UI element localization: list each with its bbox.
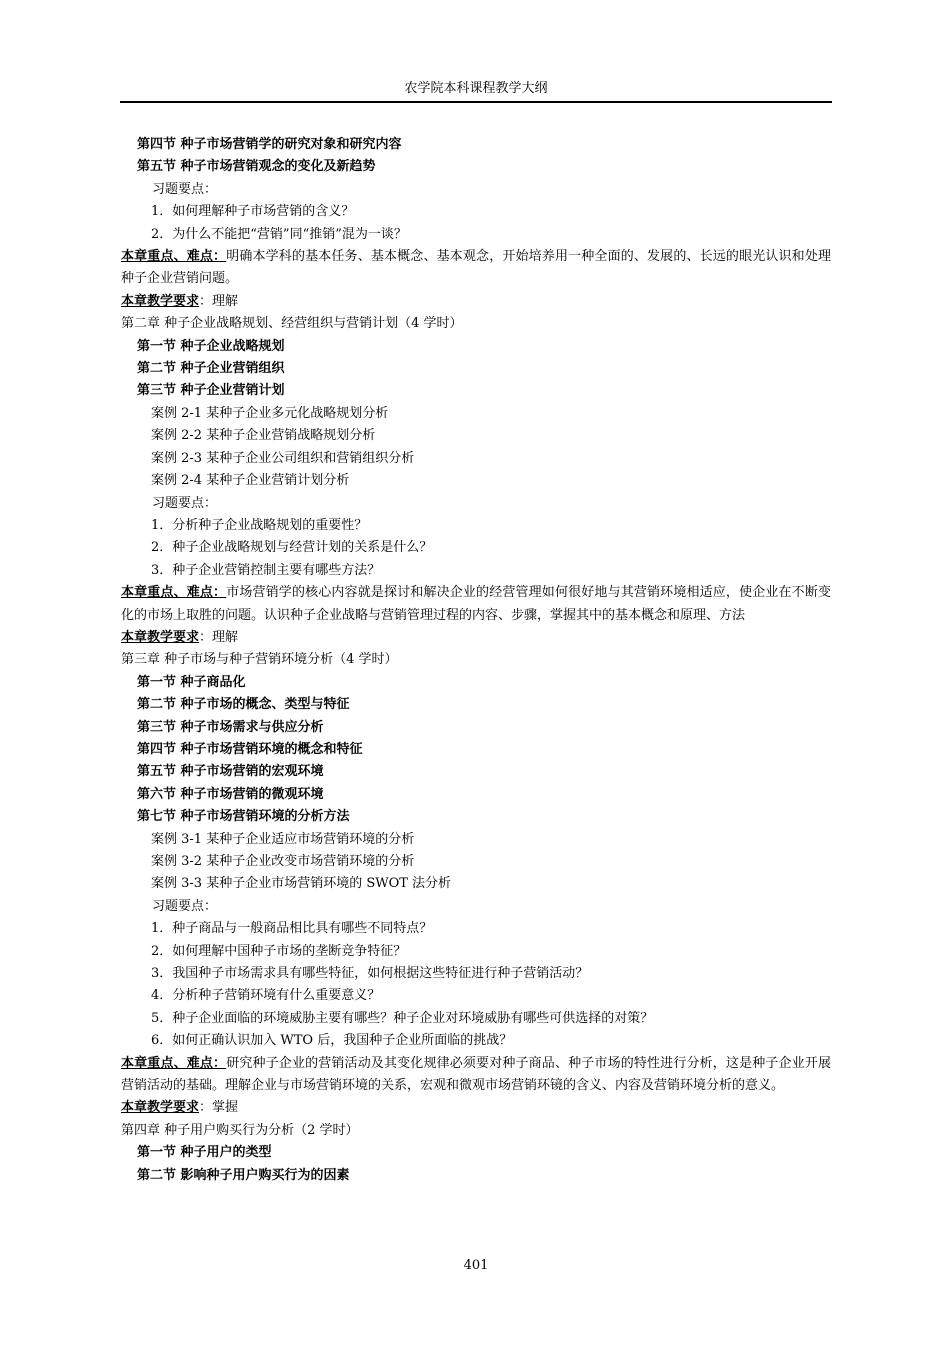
exercise-item: 5．种子企业面临的环境威胁主要有哪些？种子企业对环境威胁有哪些可供选择的对策？ bbox=[151, 1010, 654, 1026]
requirement-line bbox=[121, 1097, 831, 1119]
exercise-item: 3．我国种子市场需求具有哪些特征，如何根据这些特征进行种子营销活动？ bbox=[151, 966, 589, 982]
section-heading: 第七节 种子市场营销环境的分析方法 bbox=[137, 809, 350, 825]
exercise-item: 6．如何正确认识加入 WTO 后，我国种子企业所面临的挑战？ bbox=[151, 1033, 513, 1049]
exercise-item: 2．如何理解中国种子市场的垄断竞争特征？ bbox=[151, 943, 407, 959]
requirement-label: 本章教学要求 bbox=[121, 629, 200, 645]
page-number: 401 bbox=[463, 1258, 489, 1273]
key-points-paragraph bbox=[121, 582, 831, 627]
key-points-text: 研究种子企业的营销活动及其变化规律必须要对种子商品、种子市场的特性进行分析，这是种子企业开展营销活动的基础。理解企业与市场营销环境的关系，宏观和微观市场营销环镜的含义、内容及营销环境分析的意义。 bbox=[121, 1055, 831, 1094]
case-item: 案例 2-1 某种子企业多元化战略规划分析 bbox=[151, 405, 389, 421]
key-points-text: 市场营销学的核心内容就是探讨和解决企业的经营管理如何很好地与其营销环境相适应，使企业在不断变化的市场上取胜的问题。认识种子企业战略与营销管理过程的内容、步骤，掌握其中的基本概念和原理、方法 bbox=[121, 585, 831, 623]
exercise-item: 1．种子商品与一般商品相比具有哪些不同特点？ bbox=[151, 921, 433, 937]
exercise-heading: 习题要点： bbox=[152, 495, 218, 511]
case-item: 案例 3-3 某种子企业市场营销环境的 SWOT 法分析 bbox=[151, 876, 452, 892]
key-points-label: 本章重点、难点： bbox=[121, 1055, 227, 1071]
requirement-label: 本章教学要求 bbox=[121, 293, 200, 309]
document-body bbox=[121, 134, 831, 1187]
key-points-label: 本章重点、难点： bbox=[121, 585, 227, 601]
section-heading: 第五节 种子市场营销观念的变化及新趋势 bbox=[137, 159, 376, 175]
chapter-title: 第四章 种子用户购买行为分析（2 学时） bbox=[121, 1122, 359, 1138]
section-heading: 第二节 种子企业营销组织 bbox=[137, 361, 285, 377]
section-heading: 第四节 种子市场营销环境的概念和特征 bbox=[137, 741, 363, 757]
requirement-line bbox=[121, 627, 831, 649]
requirement-text: ：掌握 bbox=[199, 1100, 239, 1116]
section-heading: 第一节 种子企业战略规划 bbox=[137, 338, 285, 354]
key-points-paragraph bbox=[121, 246, 831, 291]
case-item: 案例 3-1 某种子企业适应市场营销环境的分析 bbox=[151, 831, 415, 847]
section-heading: 第四节 种子市场营销学的研究对象和研究内容 bbox=[137, 137, 402, 152]
section-heading: 第一节 种子商品化 bbox=[137, 674, 246, 690]
exercise-item: 2．种子企业战略规划与经营计划的关系是什么？ bbox=[151, 540, 433, 556]
exercise-heading: 习题要点： bbox=[152, 898, 218, 914]
section-heading: 第二节 种子市场的概念、类型与特征 bbox=[137, 697, 350, 713]
key-points-text: 明确本学科的基本任务、基本概念、基本观念，开始培养用一种全面的、发展的、长远的眼光认识和处理种子企业营销问题。 bbox=[121, 249, 831, 287]
requirement-label: 本章教学要求 bbox=[121, 1100, 200, 1116]
case-item: 案例 2-2 某种子企业营销战略规划分析 bbox=[151, 428, 376, 444]
case-item: 案例 2-3 某种子企业公司组织和营销组织分析 bbox=[151, 450, 415, 466]
key-points-label: 本章重点、难点： bbox=[121, 249, 227, 265]
requirement-text: ：理解 bbox=[199, 293, 239, 309]
exercise-item: 4．分析种子营销环境有什么重要意义？ bbox=[151, 988, 381, 1004]
requirement-text: ：理解 bbox=[199, 629, 239, 645]
case-item: 案例 2-4 某种子企业营销计划分析 bbox=[151, 473, 350, 489]
header-divider bbox=[120, 101, 832, 103]
key-points-paragraph bbox=[121, 1053, 831, 1098]
chapter-title: 第三章 种子市场与种子营销环境分析（4 学时） bbox=[121, 652, 398, 668]
section-heading: 第三节 种子市场需求与供应分析 bbox=[137, 719, 324, 735]
exercise-item: 2．为什么不能把“营销”同“推销”混为一谈？ bbox=[151, 226, 407, 242]
section-heading: 第三节 种子企业营销计划 bbox=[137, 383, 285, 399]
exercise-item: 3．种子企业营销控制主要有哪些方法？ bbox=[151, 562, 381, 578]
requirement-line bbox=[121, 291, 831, 313]
chapter-title: 第二章 种子企业战略规划、经营组织与营销计划（4 学时） bbox=[121, 316, 463, 332]
case-item: 案例 3-2 某种子企业改变市场营销环境的分析 bbox=[151, 854, 415, 869]
exercise-item: 1．分析种子企业战略规划的重要性？ bbox=[151, 517, 368, 533]
section-heading: 第五节 种子市场营销的宏观环境 bbox=[137, 764, 324, 780]
section-heading: 第一节 种子用户的类型 bbox=[137, 1145, 272, 1161]
section-heading: 第二节 影响种子用户购买行为的因素 bbox=[137, 1167, 350, 1183]
header-title: 农学院本科课程教学大纲 bbox=[404, 81, 548, 96]
section-heading: 第六节 种子市场营销的微观环境 bbox=[137, 786, 324, 802]
exercise-heading: 习题要点： bbox=[152, 181, 218, 197]
exercise-item: 1．如何理解种子市场营销的含义？ bbox=[151, 204, 355, 220]
